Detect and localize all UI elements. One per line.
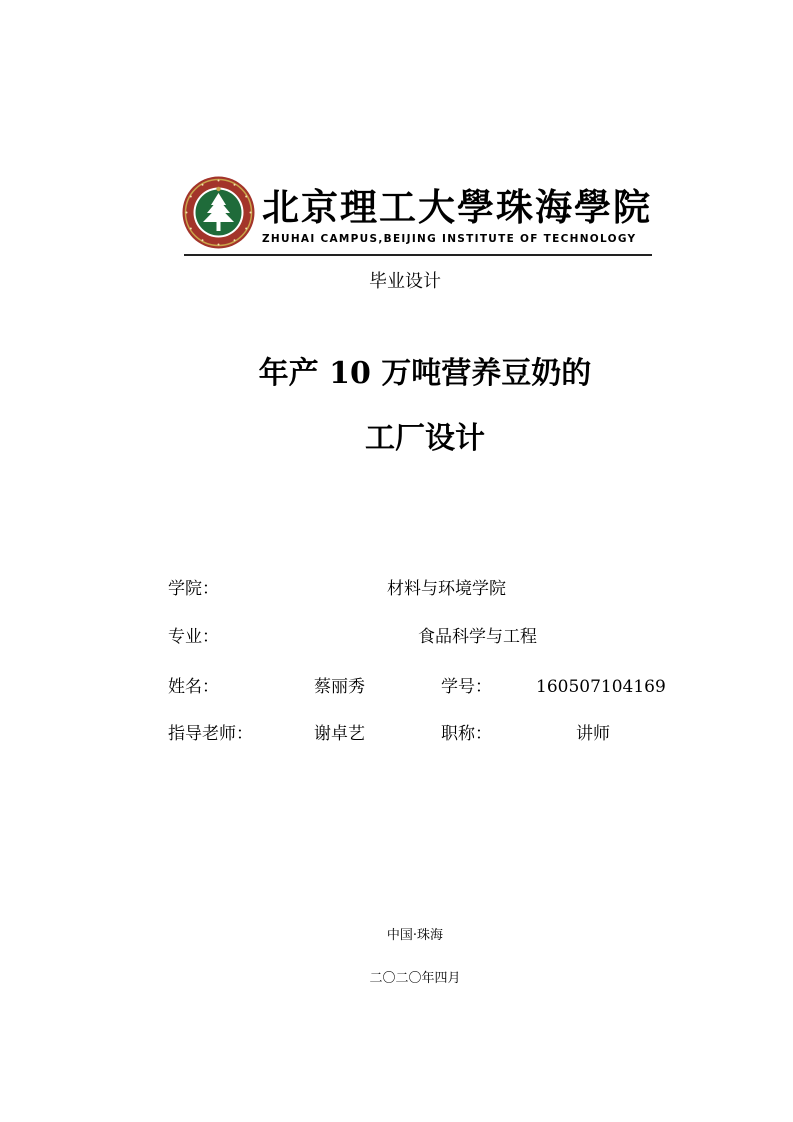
major-value: 食品科学与工程 (418, 627, 537, 647)
header-divider (184, 254, 652, 256)
student-id-value: 160507104169 (536, 677, 666, 697)
document-type: 毕业设计 (369, 271, 441, 292)
location-text: 中国·珠海 (386, 928, 444, 943)
advisor-title-label: 职称： (441, 724, 492, 744)
name-label: 姓名： (168, 677, 219, 697)
school-name-chinese: 北京理工大學珠海學院 (262, 185, 652, 229)
thesis-title-line-2: 工厂设计 (365, 421, 485, 456)
thesis-title-line-1: 年产 10 万吨营养豆奶的 (258, 356, 592, 391)
student-id-label: 学号： (441, 677, 492, 697)
college-value: 材料与环境学院 (387, 579, 506, 599)
date-text: 二〇二〇年四月 (369, 971, 461, 986)
major-label: 专业： (168, 627, 219, 647)
college-label: 学院： (168, 579, 219, 599)
name-value: 蔡丽秀 (314, 677, 365, 697)
school-name-english: ZHUHAI CAMPUS,BEIJING INSTITUTE OF TECHNOLOGY (262, 233, 637, 245)
advisor-title-value: 讲师 (576, 724, 610, 744)
university-seal-icon (181, 175, 256, 250)
advisor-value: 谢卓艺 (314, 724, 365, 744)
advisor-label: 指导老师： (168, 724, 253, 744)
